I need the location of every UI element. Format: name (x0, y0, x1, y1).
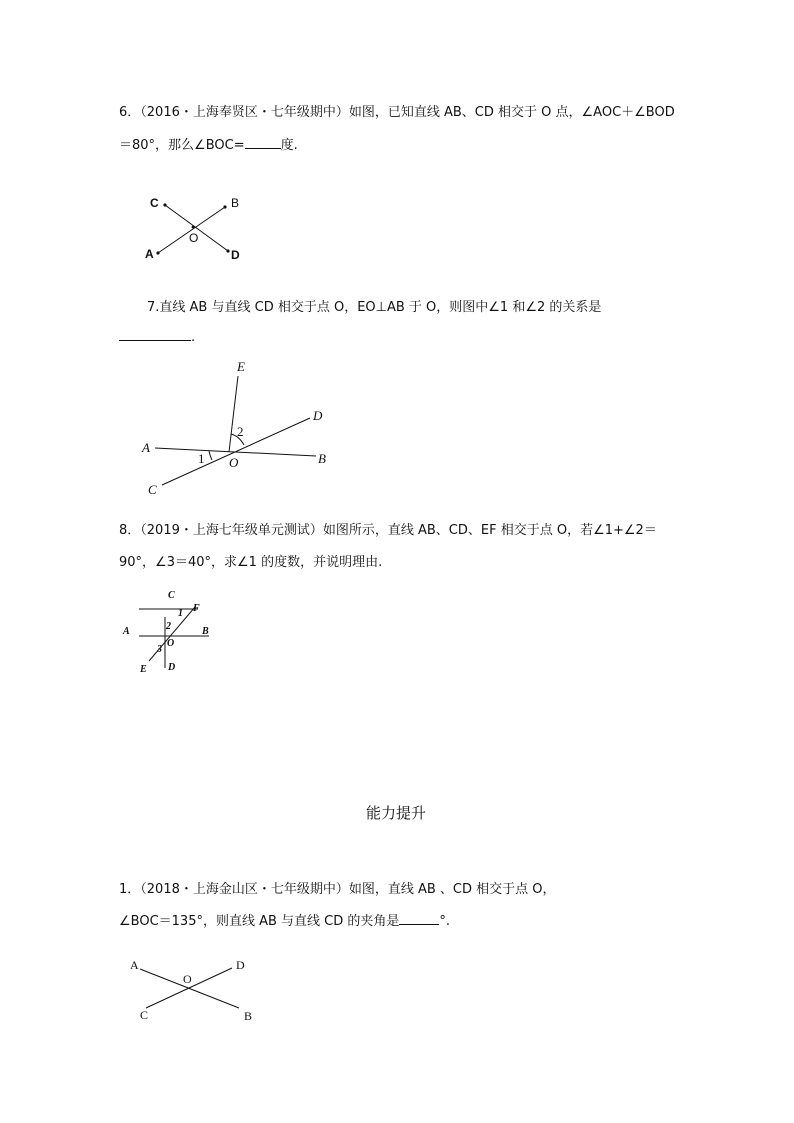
q6-line2-pre: ＝80°，那么∠BOC= (119, 138, 245, 153)
q7-label-A: A (142, 440, 150, 455)
section-title: 能力提升 (366, 804, 427, 822)
q8-label-3: 3 (157, 644, 162, 655)
q7-label-B: B (318, 451, 326, 466)
q8-label-F: F (193, 603, 200, 614)
q7-label-2: 2 (237, 424, 244, 439)
q8-label-C: C (168, 590, 175, 601)
p1-line2-post: °. (439, 914, 451, 929)
q8-label-A: A (123, 626, 130, 637)
q8-label-2: 2 (166, 621, 171, 632)
q6-label-C: C (150, 196, 159, 210)
q7-line2-post: . (191, 330, 196, 345)
p1-label-D: D (236, 958, 245, 972)
q8-label-E: E (140, 664, 147, 675)
q7-label-O: O (229, 455, 239, 470)
q7-label-1: 1 (198, 451, 205, 466)
q6-text-line1: 6．（2016・上海奉贤区・七年级期中）如图，已知直线 AB、CD 相交于 O 点，∠AOC＋∠BOD (119, 105, 675, 120)
q8-label-D: D (168, 662, 176, 673)
p1-label-O: O (183, 972, 192, 986)
p1-line2-pre: ∠BOC＝135°，则直线 AB 与直线 CD 的夹角是 (119, 914, 400, 929)
q7-label-E: E (237, 359, 245, 374)
q8-text-line1: 8．（2019・上海七年级单元测试）如图所示，直线 AB、CD、EF 相交于点 O，若∠1+∠2＝ (119, 523, 657, 538)
q6-line2-post: 度. (280, 138, 298, 153)
q7-text-line1: 7.直线 AB 与直线 CD 相交于点 O，EO⊥AB 于 O，则图中∠1 和∠2 的关系是 (147, 300, 602, 315)
q7-label-C: C (148, 482, 157, 497)
p1-label-A: A (130, 958, 139, 972)
q6-label-A: A (145, 247, 154, 261)
q6-label-B: B (231, 196, 240, 210)
q8-text-line2: 90°，∠3＝40°，求∠1 的度数，并说明理由. (119, 555, 383, 570)
p1-label-C: C (140, 1008, 149, 1022)
q8-label-1: 1 (178, 608, 183, 619)
q6-label-O: O (189, 231, 199, 245)
p1-label-B: B (244, 1009, 253, 1023)
p1-text-line1: 1．（2018・上海金山区・七年级期中）如图，直线 AB 、CD 相交于点 O， (119, 882, 556, 897)
q7-label-D: D (313, 408, 323, 423)
q8-label-B: B (202, 626, 209, 637)
q6-label-D: D (231, 248, 240, 262)
q8-label-O: O (167, 638, 175, 649)
